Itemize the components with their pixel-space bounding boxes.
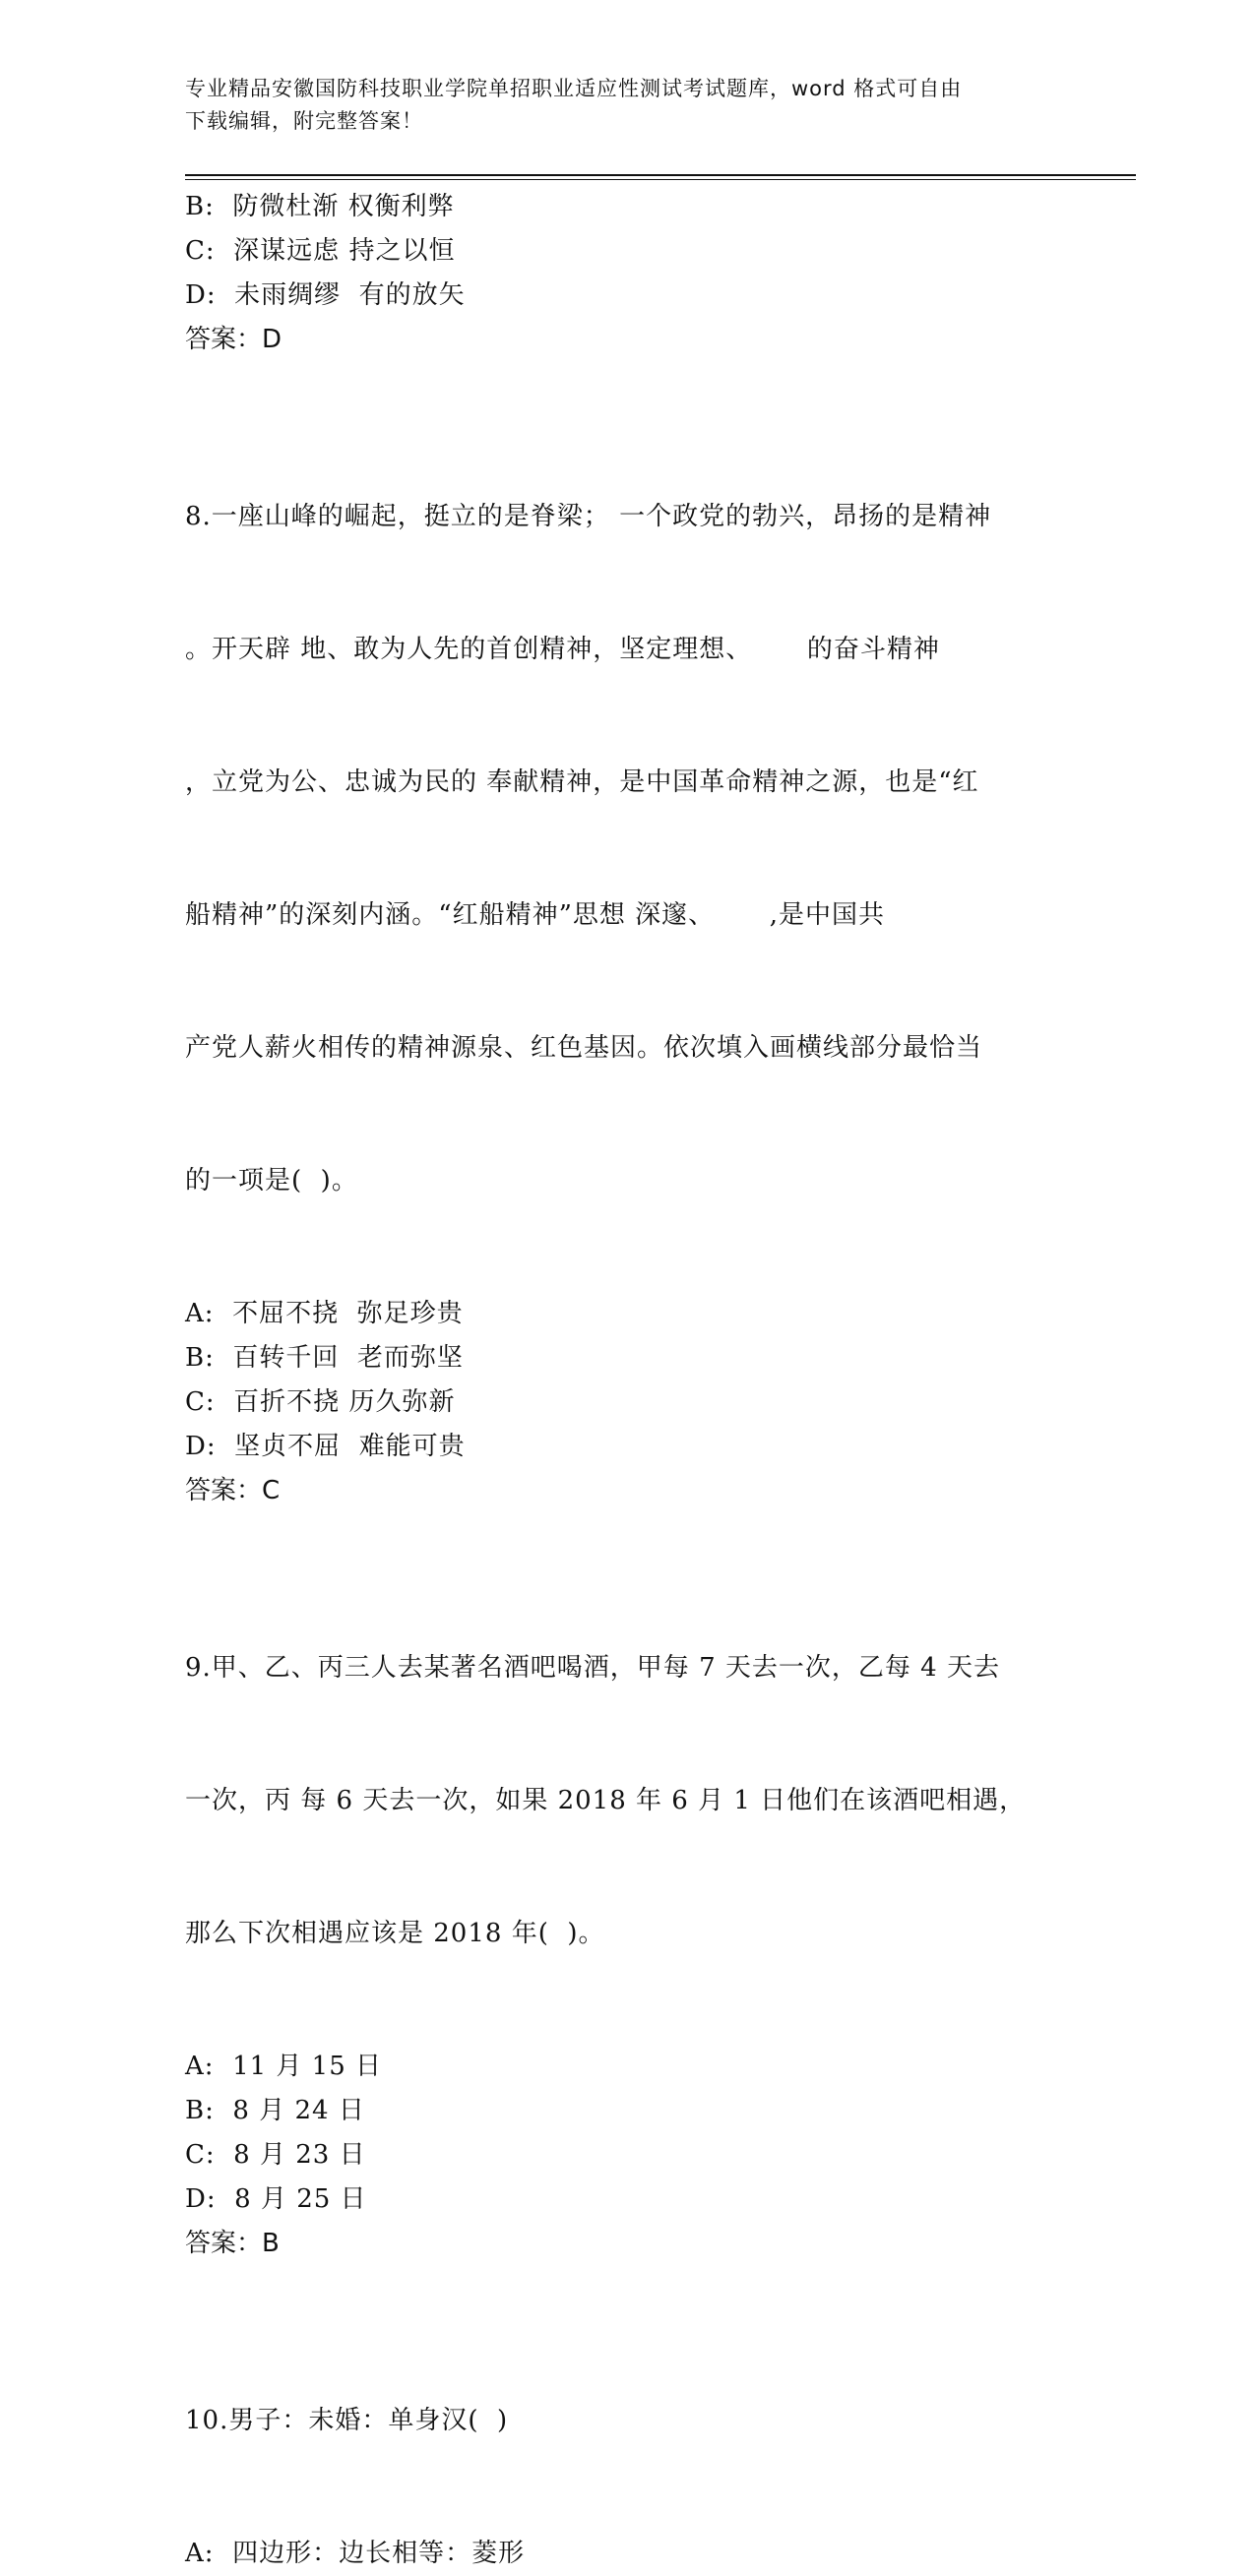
option-b: B: 防微杜渐 权衡利弊: [185, 192, 455, 221]
question-10: [185, 2310, 1071, 2576]
option-d: D: 坚贞不屈 难能可贵: [185, 1432, 466, 1461]
stem-line: 一次，丙 每 6 天去一次，如果 2018 年 6 月 1 日他们在该酒吧相遇，: [185, 1786, 1027, 1815]
header-divider-thin: [185, 179, 1136, 180]
option-a: A: 不屈不挠 弥足珍贵: [185, 1299, 464, 1328]
question-stem: [185, 1558, 1071, 2045]
stem-line: 产党人薪火相传的精神源泉、红色基因。依次填入画横线部分最恰当: [185, 1033, 983, 1063]
page-header: [185, 73, 1051, 138]
stem-line: 9.甲、乙、丙三人去某著名酒吧喝酒，甲每 7 天去一次，乙每 4 天去: [185, 1653, 1000, 1683]
question-7-tail: [185, 185, 1071, 362]
stem-line: 的一项是( )。: [185, 1166, 358, 1196]
answer-line: 答案：C: [185, 1476, 281, 1505]
option-a: A: 四边形：边长相等：菱形: [185, 2539, 526, 2568]
header-divider-thick: [185, 174, 1136, 176]
stem-line: 那么下次相遇应该是 2018 年( )。: [185, 1919, 605, 1948]
question-content: [185, 185, 1071, 2576]
question-9: [185, 1558, 1071, 2266]
option-b: B: 百转千回 老而弥坚: [185, 1343, 464, 1373]
header-line-2: 下载编辑，附完整答案！: [185, 109, 423, 133]
stem-line: ，立党为公、忠诚为民的 奉献精神，是中国革命精神之源，也是“红: [185, 767, 979, 797]
stem-line: 船精神”的深刻内涵。“红船精神”思想 深邃、 ,是中国共: [185, 900, 885, 930]
stem-line: 。开天辟 地、敢为人先的首创精神，坚定理想、 的奋斗精神: [185, 635, 940, 664]
option-b: B: 8 月 24 日: [185, 2096, 365, 2125]
option-c: C: 深谋远虑 持之以恒: [185, 236, 456, 266]
stem-line: 10.男子：未婚：单身汉( ): [185, 2406, 509, 2435]
question-8: [185, 406, 1071, 1513]
stem-line: 8.一座山峰的崛起，挺立的是脊梁； 一个政党的勃兴，昂扬的是精神: [185, 502, 992, 531]
option-d: D: 未雨绸缪 有的放矢: [185, 280, 466, 310]
option-c: C: 百折不挠 历久弥新: [185, 1387, 456, 1417]
option-c: C: 8 月 23 日: [185, 2140, 366, 2170]
option-a: A: 11 月 15 日: [185, 2052, 383, 2081]
question-stem: [185, 2310, 1071, 2532]
option-d: D: 8 月 25 日: [185, 2184, 367, 2214]
answer-line: 答案：D: [185, 325, 282, 354]
header-line-1: 专业精品安徽国防科技职业学院单招职业适应性测试考试题库，word 格式可自由: [185, 77, 963, 100]
question-stem: [185, 406, 1071, 1292]
answer-line: 答案：B: [185, 2229, 280, 2258]
